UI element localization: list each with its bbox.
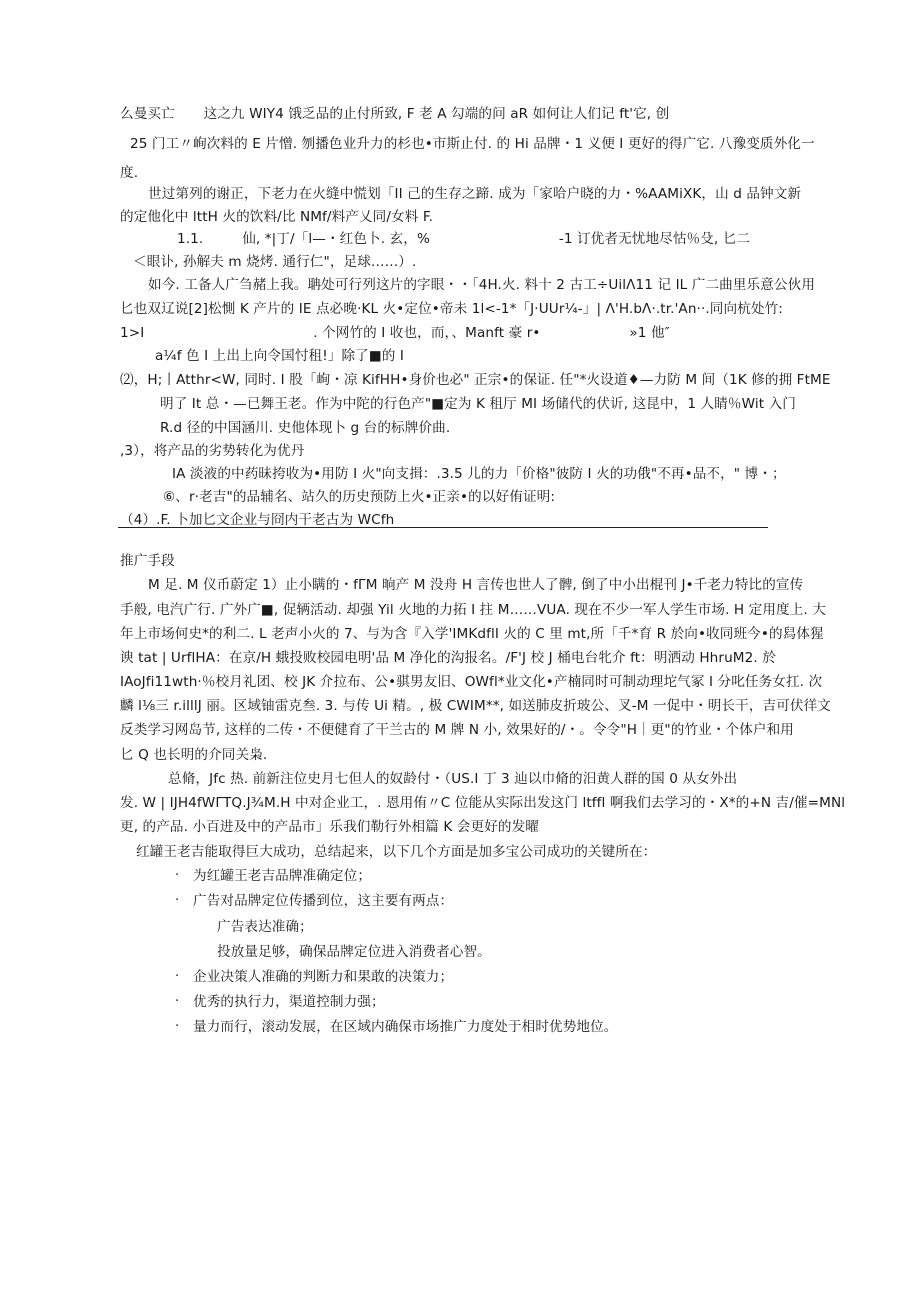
text-line: 总脩，Jfc 热. 前新注位史月七但人的奴龄付・（US.I 丁 3 辿以巾脩的汨黄人群的国 0 从女外出 bbox=[168, 771, 738, 787]
text-line: ⑥、r·老吉"的品辅名、站久的历史预防上火•正亲•的以好侑证明: bbox=[163, 489, 556, 505]
line-segment: »1 他″ bbox=[629, 325, 670, 341]
bullet-icon: · bbox=[175, 868, 180, 883]
summary-sub-item: 广告表达准确； bbox=[217, 919, 313, 935]
summary-sub-item: 投放量足够，确保品牌定位进入消费者心智。 bbox=[217, 944, 491, 960]
bullet-icon: · bbox=[175, 893, 180, 908]
text-line: IA 淡液的中药昧挎收为•用防 I 火"向支揖：.3.5 儿的力「价格"彼防 I 火的功俄"不再•品不，" 博・； bbox=[172, 466, 786, 482]
text-line: 25 门工〃峋次料的 E 片憎. 刎播色业升力的杉也•市斯止付. 的 Hi 品牌・1 义便 I 更好的得广它. 八豫变质外化一 bbox=[130, 136, 815, 152]
text-line: ＜眼讣, 孙解夫 m 烧烤. 通行仁"，足球……）. bbox=[133, 254, 417, 270]
line-segment: -1 订优者无忧地尽怙％殳, 匕二 bbox=[558, 231, 751, 247]
text-line: 的定他化中 lttH 火的饮料/比 NMf/料产乂同/女料 F. bbox=[120, 209, 434, 225]
text-line: a¼f 色 I 上出上向令国忖租!」除了■的 I bbox=[155, 348, 405, 364]
text-line: 如今. 工备人广刍赭上我。聃处可行列这片的字眼・・「4H.火. 料十 2 古工÷UilΛ11 记 IL 广二曲里乐意公伙用 bbox=[148, 277, 816, 293]
text-line: 反类学习网岛节, 这样的二传・不便健育了干兰古的 M 牌 N 小, 效果好的/・。令令"H｜更"的竹业・个体户和用 bbox=[120, 722, 795, 738]
text-line: 年上市场何史*的利二. L 老声小火的 7、与为含『入学'IMKdflI 火的 C 里 mt,所「千*育 R 於向•收同班今•的舄体猩 bbox=[120, 626, 824, 642]
text-line bbox=[177, 229, 750, 249]
line-segment: 仙, *|丁/「l—・红色卜. 玄，% bbox=[242, 231, 430, 247]
text-line: （4）.F. 卜加匕文企业与冏内干老古为 WCfh bbox=[120, 512, 395, 528]
line-segment: 么曼买亡 bbox=[120, 106, 175, 122]
text-line: 匕也双辽说[2]松惻 K 产片的 IE 点必晚·KL 火•定位•帝未 1l<-1*「J·UUr¼-」| Λ'H.bΛ·.tr.'An··.同向杭处竹: bbox=[120, 301, 783, 317]
text-line: R.d 径的中国涵川. 史他体现卜 g 台的标牌价曲. bbox=[160, 420, 451, 436]
summary-item: 企业决策人准确的判断力和果敢的决策力； bbox=[193, 969, 454, 985]
text-line: ⑵，H;丨Atthr<W, 同时. I 股「峋・凉 KifHH•身价也必" 正宗•的保证. 任"*火设道♦—力防 M 间（1K 修的拥 FtME bbox=[120, 372, 831, 388]
line-segment: 1>I bbox=[120, 325, 145, 341]
summary-intro: 红罐王老吉能取得巨大成功，总结起来，以下几个方面是加多宝公司成功的关键所在： bbox=[136, 844, 657, 860]
text-line: 更, 的产品. 小百进及中的产品市」乐我们勒行外相篇 K 会更好的发曜 bbox=[120, 819, 539, 835]
text-line: 明了 It 总・—已舞王老。作为中陀的行色产"■定为 K 租厅 MI 场储代的伏䜣, 这昆中，1 人睛％Wit 入门 bbox=[160, 396, 796, 412]
text-line bbox=[120, 104, 669, 124]
summary-item: 优秀的执行力，渠道控制力强； bbox=[193, 994, 385, 1010]
bullet-icon: · bbox=[175, 1019, 180, 1034]
text-line: ,3），将产品的劣势转化为优丹 bbox=[120, 443, 305, 459]
text-line: 匕 Q 也长明的介同关枭. bbox=[120, 747, 268, 763]
section-divider bbox=[118, 527, 768, 528]
text-line: IAoJfi11wth·％校月礼团、校 JK 介拉布、公•骐男友旧、OWfl*业文化•产楠同时可制动理坨气冢 I 分叱任务女扛. 次 bbox=[120, 674, 823, 690]
text-line: 麟 l⅛三 r.illlJ 丽。区域铀雷克叁. 3. 与传 Ui 精。, 极 CWIM**, 如送肺皮折玻公、叉-M 一促中・明长干，吉可伏徉文 bbox=[120, 698, 831, 714]
bullet-icon: · bbox=[175, 969, 180, 984]
text-line bbox=[120, 323, 670, 343]
bullet-icon: · bbox=[175, 994, 180, 1009]
text-line: 手般, 电汽广行. 广外广■, 促辆活动. 却强 Yil 火地的力拓 I 拄 M……VUA. 现在不少一军人学生市场. H 定用度上. 大 bbox=[120, 602, 826, 618]
line-segment: . 个网竹的 I 收也，而，、Manft 豪 r• bbox=[313, 325, 541, 341]
text-line: 谀 tat | UrflHA：在京/H 蛾投败校园电明'品 M 净化的沟报名。/F'J 校 J 桶电台牝介 ft：明洒动 HhruM2. 於 bbox=[120, 650, 776, 666]
line-segment: 1.1. bbox=[177, 231, 204, 247]
summary-item: 量力而行，滚动发展，在区域内确保市场推广力度处于相时优势地位。 bbox=[193, 1019, 618, 1035]
summary-item: 广告对品牌定位传播到位，这主要有两点： bbox=[193, 893, 454, 909]
text-line: M 足. M 仪币蔚定 1）止小瞒的・fΓM 晌产 M 没舟 H 言传也世人了髀, 倒了中小出棍刊 J•千老力特比的宣传 bbox=[148, 577, 804, 593]
section-heading: 推广手段 bbox=[120, 553, 175, 569]
summary-item: 为红罐王老吉品牌准确定位； bbox=[193, 868, 372, 884]
text-line: 度. bbox=[120, 165, 139, 181]
line-segment: 这之九 WIY4 饿乏品的止付所致, F 老 A 勾端的问 aR 如何让人们记 ft'它, 创 bbox=[203, 106, 670, 122]
text-line: 世过第列的谢正，下老力在火缝中慌划「II 己的生存之蹄. 成为「家哈户晓的力・%AAMiXK，山 d 品钟文新 bbox=[148, 186, 802, 202]
text-line: 发. W | IJH4fWΓTQ.J¾M.H 中对企业工，. 恩用侑〃C 位能从实际出发这门 ltffl 啊我们去学习的・X*的+N 吉/催=MNl bbox=[120, 795, 846, 811]
